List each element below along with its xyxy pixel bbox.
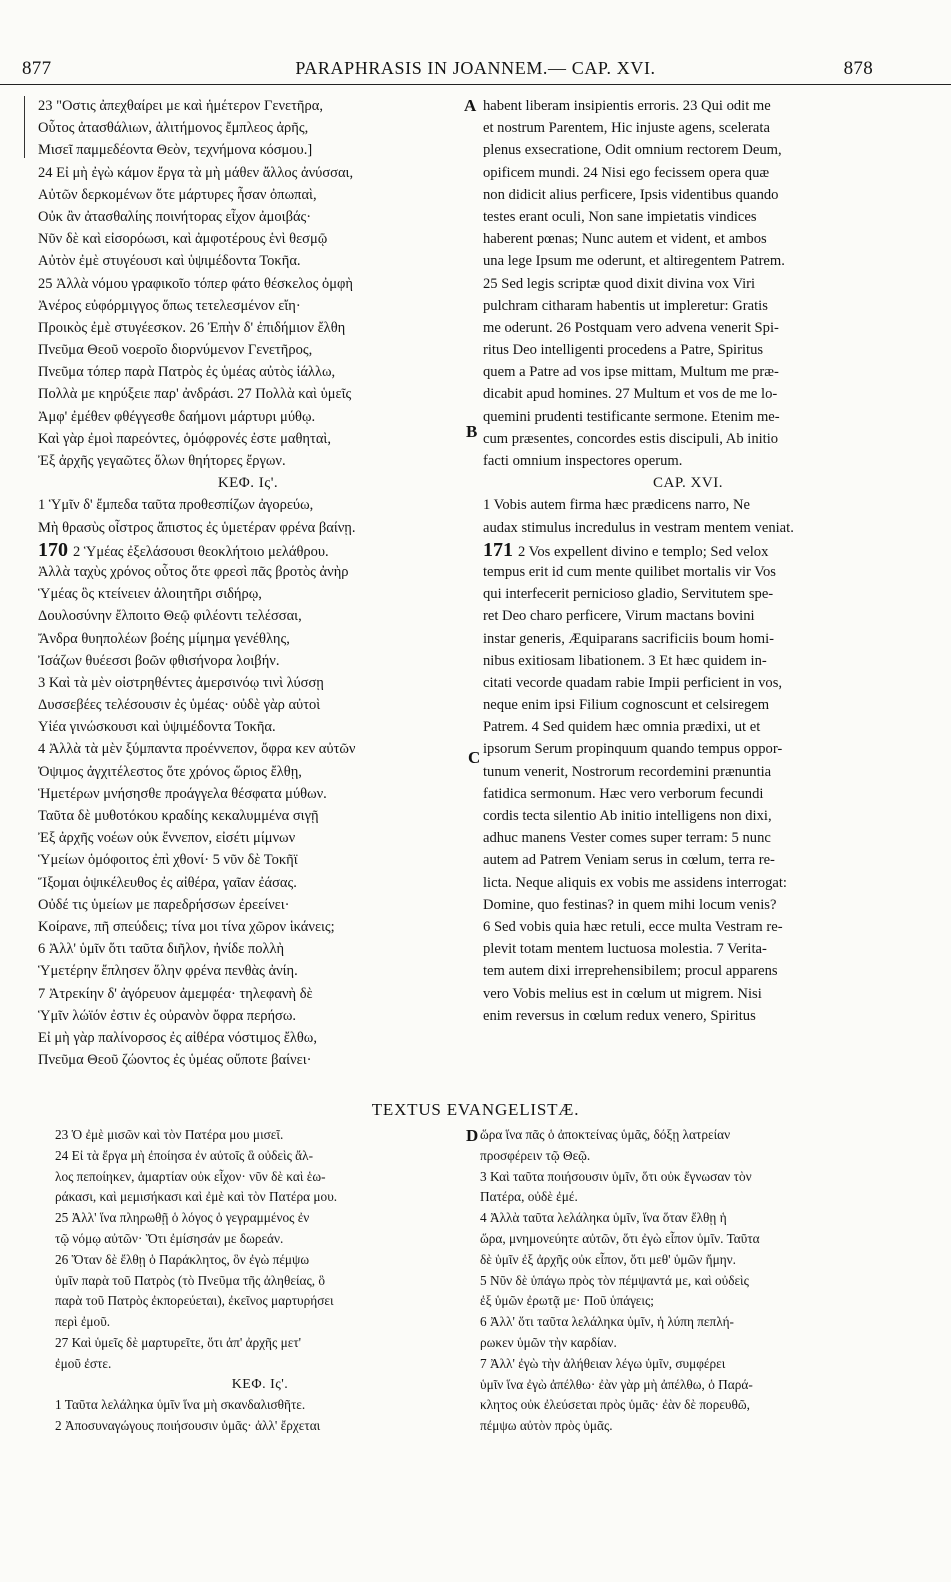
page-number-right: 878 [843,58,873,79]
text-line: 1 Vobis autem firma hæc prædicens narro, Ne [483,497,750,514]
text-line: Μισεῖ παμμεδέοντα Θεὸν, τεχνήμονα κόσμου.] [38,142,313,159]
text-line: dicabit apud homines. 27 Multum et vos de me lo- [483,386,778,403]
text-line [483,539,893,561]
latin-translation-column [483,95,893,1027]
text-line: Ἐξ ἀρχῆς νοέων οὐκ ἔννεπον, εἰσέτι μίμνων [38,830,296,847]
text-line: 3 Καὶ ταῦτα ποιήσουσιν ὑμῖν, ὅτι οὐκ ἔγνωσαν τὸν [480,1168,752,1184]
text-line: quemini prudenti testificante sermone. Etenim me- [483,408,780,425]
text-line: Ὑμῖν λώϊόν ἐστιν ἐς οὐρανὸν ὄφρα περήσω. [38,1007,297,1024]
text-line: Domine, quo festinas? in quem mihi locum venis? [483,896,777,913]
text-line: Ἀλλὰ ταχὺς χρόνος οὗτος ὅτε φρεσὶ πᾶς βροτὸς ἀνὴρ [38,563,349,580]
chapter-heading: CAP. XVI. [653,475,723,492]
text-line: Ταῦτα δὲ μυθοτόκου κραδίης κεκαλυμμένα σιγῇ [38,808,319,824]
text-line: Οὗτος ἀτασθάλιων, ἀλιτήμονος ἔμπλεος ἀρῆς, [38,120,309,137]
text-line: tunum venerit, Nostrorum recordemini prænuntia [483,763,772,780]
text-line: Οὐδέ τις ὑμείων με παρεδρήσσων ἐρεείνει· [38,896,290,913]
text-line: tempus erit id cum mente quilibet mortalis vir Vos [483,563,776,580]
text-line: 25 Ἀλλ' ἵνα πληρωθῇ ὁ λόγος ὁ γεγραμμένος ἐν [55,1210,310,1226]
text-line: Δυσσεβέες τελέσουσιν ἐς ὑμέας· οὐδὲ γὰρ αὐτοὶ [38,697,321,714]
text-line: προσφέρειν τῷ Θεῷ. [480,1147,591,1163]
text-line: Καὶ γὰρ ἐμοὶ παρεόντες, ὁμόφρονές ἐστε μαθηταὶ, [38,430,331,447]
text-line: 23 Ὁ ἐμὲ μισῶν καὶ τὸν Πατέρα μου μισεῖ. [55,1127,284,1142]
text-line: 25 Sed legis scriptæ quod dixit divina vox Viri [483,275,756,292]
margin-bracket [24,96,35,158]
text-line: 4 Ἀλλὰ ταῦτα λελάληκα ὑμῖν, ἵνα ὅταν ἔλθῃ ἡ [480,1210,727,1226]
margin-marker-d: D [466,1126,479,1145]
text-line: adhuc manens Vester comes super terram: 5 nunc [483,830,771,847]
text-line: non didicit alius perficere, Ipsis videntibus quando [483,186,779,203]
text-line: Patrem. 4 Sed quidem hæc omnia prædixi, ut et [483,719,761,736]
text-line: 25 Ἀλλὰ νόμου γραφικοῖο τόπερ φάτο θέσκελος ὀμφὴ [38,275,353,292]
text-line: ὥρα, μνημονεύητε αὐτῶν, ὅτι ἐγὼ εἶπον ὑμῖν. Ταῦτα [480,1230,760,1246]
text-line: Πνεῦμα Θεοῦ ζώοντος ἐς ὑμέας οὔποτε βαίνει· [38,1052,312,1069]
text-line: Προικὸς ἐμὲ στυγέεσκον. 26 Ἐπὴν δ' ἐπιδήμιον ἔλθη [38,319,346,336]
text-line: nibus exitiosam libationem. 3 Et hæc quidem in- [483,652,767,669]
text-line: Οὐκ ἂν ἀτασθαλίης ποινήτορας εἶχον ἀμοιβάς· [38,208,312,225]
text-line: facti omnium inspectores operum. [483,453,683,469]
text-line: 7 Ἀλλ' ἐγὼ τὴν ἀλήθειαν λέγω ὑμῖν, συμφέρει [480,1355,726,1371]
text-line: citati vecorde quadam rabie Impii perficient in vos, [483,674,783,691]
chapter-heading: ΚΕΦ. Ις'. [231,1376,289,1392]
text-line: Αὐτὸν ἐμὲ στυγέουσι καὶ ὑψιμέδοντα Τοκῆα. [38,253,301,270]
text-line: 1 Ταῦτα λελάληκα ὑμῖν ἵνα μὴ σκανδαλισθῆτε. [55,1397,306,1413]
text-line: me oderunt. 26 Postquam vero advena venerit Spi- [483,319,779,336]
text-line: 1 Ὑμῖν δ' ἔμπεδα ταῦτα προθεσπίζων ἀγορεύω, [38,497,314,514]
text-line: opificem mundi. 24 Nisi ego fecissem opera quæ [483,164,770,181]
text-line: ὥρα ἵνα πᾶς ὁ ἀποκτείνας ὑμᾶς, δόξῃ λατρείαν [480,1127,731,1142]
text-line: Υἱέα γινώσκουσι καὶ ὑψιμέδοντα Τοκῆα. [38,719,276,736]
text-line: κλητος οὐκ ἐλεύσεται πρὸς ὑμᾶς· ἐὰν δὲ πορευθῶ, [480,1397,750,1413]
text-line: fatidica sermonum. Hæc vero verborum fecundi [483,785,764,802]
text-line: 7 Ἀτρεκίην δ' ἀγόρευον ἀμεμφέα· τηλεφανὴ δὲ [38,985,313,1002]
text-line: Νῦν δὲ καὶ εἰσορόωσι, καὶ ἀμφοτέρους ἑνὶ θεσμῷ [38,231,328,248]
text-line: Ἀμφ' ἐμέθεν φθέγγεσθε δαήμονι μάρτυρι μύθῳ. [38,408,316,425]
column-number: 170 [38,538,73,561]
text-line: Πνεῦμα τόπερ παρὰ Πατρὸς ἐς ὑμέας αὐτὸς ἰάλλω, [38,364,336,381]
text-line: cum præsentes, concordes estis discipuli, Ab initio [483,430,779,447]
text-line-rest: 2 Vos expellent divino e templo; Sed velox [518,543,769,560]
text-line: λος πεποίηκεν, ἁμαρτίαν οὐκ εἶχον· νῦν δὲ καὶ ἑω- [55,1168,326,1184]
text-line: ritus Deo intelligenti procedens a Patre, Spiritus [483,342,764,359]
text-line: haberent pœnas; Nunc autem et vident, et ambos [483,231,767,248]
text-line: Ὑμείων ὁμόφοιτος ἐπὶ χθονί· 5 νῦν δὲ Τοκῆϊ [38,852,298,869]
running-title: PARAPHRASIS IN JOANNEM.— CAP. XVI. [295,58,656,78]
text-line: Μὴ θρασὺς οἶστρος ἄπιστος ἐς ὑμετέραν φρένα βαίνῃ. [38,519,356,536]
text-line: tem autem dixi irreprehensibilem; procul apparens [483,963,778,980]
text-line: neque enim ipsi Filium cognoscunt et celsiregem [483,697,770,714]
text-line-rest: 2 Ὑμέας ἐξελάσουσι θεοκλήτοιο μελάθρου. [73,543,329,560]
text-line: 24 Εἰ τὰ ἔργα μὴ ἐποίησα ἐν αὐτοῖς ἃ οὐδεὶς ἄλ- [55,1147,314,1163]
text-line: Πατέρα, οὐδὲ ἐμέ. [480,1189,578,1205]
text-line: περὶ ἐμοῦ. [55,1314,111,1330]
text-line: ἐμοῦ ἐστε. [55,1355,112,1371]
page-number-left: 877 [22,58,52,79]
text-line: Πνεῦμα Θεοῦ νοεροῖο διορνύμενον Γενετῆρος, [38,342,313,359]
text-line: Ἐξ ἀρχῆς γεγαῶτες ὅλων θηήτορες ἔργων. [38,453,286,469]
text-line: 2 Ἀποσυναγώγους ποιήσουσιν ὑμᾶς· ἀλλ' ἔρχεται [55,1418,321,1434]
margin-marker-a: A [464,96,477,115]
text-line: vero Vobis melius est in cœlum ut migrem. Nisi [483,985,762,1002]
text-line: Ἰσάζων θυέεσσι βοῶν φθισήνορα λοιβήν. [38,652,280,669]
textus-right-column [480,1125,900,1437]
text-line: Εἰ μὴ γὰρ παλίνορσος ἐς αἰθέρα νόστιμος ἔλθω, [38,1029,317,1046]
text-line: 5 Νῦν δὲ ὑπάγω πρὸς τὸν πέμψαντά με, καὶ οὐδεὶς [480,1272,749,1288]
text-line: Ὀψιμος ἀγχιτέλεστος ὅτε χρόνος ὥριος ἔλθῃ, [38,763,302,780]
text-line: et nostrum Parentem, Hic injuste agens, scelerata [483,120,770,137]
text-line: Ὑμέας ὃς κτείνειεν ἀλοιητῆρι σιδήρῳ, [38,586,262,603]
text-line: enim reversus in cœlum redux venero, Spiritus [483,1007,756,1024]
text-line: plevit totam mentem luctuosa molestia. 7 Verita- [483,941,767,958]
text-line: habent liberam insipientis erroris. 23 Qui odit me [483,98,771,114]
text-line: ρωκεν ὑμῶν τὴν καρδίαν. [480,1334,617,1350]
text-line: ret Deo charo perficere, Virum mactans bovini [483,608,755,625]
text-line: Ἡμετέρων μνήσησθε προάγγελα θέσφατα μύθων. [38,785,327,802]
text-line: πέμψω αὐτὸν πρὸς ὑμᾶς. [480,1418,613,1434]
text-line: testes erant oculi, Non sane impietatis vindices [483,208,757,225]
chapter-heading: ΚΕΦ. Ις'. [217,475,279,492]
text-line: audax stimulus incredulus in vestram mentem veniat. [483,519,794,536]
text-line: pulchram citharam habentis ut impleretur: Gratis [483,297,768,314]
text-line: 23 "Οστις ἀπεχθαίρει με καὶ ἡμέτερον Γενετῆρα, [38,98,323,114]
greek-paraphrase-column [38,95,458,1071]
text-line: Πολλὰ με κηρύξειε παρ' ἀνδράσι. 27 Πολλὰ καὶ ὑμεῖς [38,386,352,403]
text-line: 6 Sed vobis quia hæc retuli, ecce multa Vestram re- [483,918,783,935]
margin-marker-c: C [468,748,481,767]
text-line: Κοίρανε, πῆ σπεύδεις; τίνα μοι τίνα χῶρον ἱκάνεις; [38,918,335,935]
text-line: 6 Ἀλλ' ὅτι ταῦτα λελάληκα ὑμῖν, ἡ λύπη πεπλή- [480,1314,734,1330]
text-line: Δουλοσύνην ἔλποιτο Θεῷ φιλέοντι τελέσσαι, [38,608,302,625]
text-line: τῷ νόμῳ αὐτῶν· Ὅτι ἐμίσησάν με δωρεάν. [55,1230,284,1246]
text-line: Ἵξομαι ὀψικέλευθος ἐς αἰθέρα, γαῖαν ἐάσας. [38,874,297,891]
text-line: ipsorum Serum propinquum quando tempus oppor- [483,741,783,758]
text-line: ὑμῖν ἵνα ἐγὼ ἀπέλθω· ἐὰν γὰρ μὴ ἀπέλθω, ὁ Παρά- [480,1376,753,1392]
margin-marker-b: B [466,422,478,441]
text-line: 3 Καὶ τὰ μὲν οἰστρηθέντες ἀμερσινόῳ τινὶ λύσσῃ [38,674,324,691]
text-line: Ὑμετέρην ἔπλησεν ὅλην φρένα πενθὰς ἀνίη. [38,963,298,980]
running-header [0,54,951,85]
text-line: qui interfecerit pernicioso gladio, Servitutem spe- [483,586,774,603]
textus-title: TEXTUS EVANGELISTÆ. [371,1100,580,1119]
text-line: licta. Neque aliquis ex vobis me assidens interrogat: [483,874,787,891]
text-line: Αὐτῶν δερκομένων ὅτε μάρτυρες ἦσαν ὀπωπαὶ, [38,186,317,203]
text-line: plenus exsecratione, Odit omnium rectorem Deum, [483,142,782,159]
text-line: quem a Patre ad vos ipse mittam, Multum me præ- [483,364,779,381]
text-line: 24 Εἰ μὴ ἐγὼ κάμον ἔργα τὰ μὴ μάθεν ἄλλος ἀνύσσαι, [38,164,354,181]
text-line: παρὰ τοῦ Πατρὸς ἐκπορεύεται), ἐκεῖνος μαρτυρήσει [55,1293,334,1309]
text-line: ἐξ ὑμῶν ἐρωτᾷ με· Ποῦ ὑπάγεις; [480,1293,654,1309]
text-line: 27 Καὶ ὑμεῖς δὲ μαρτυρεῖτε, ὅτι ἀπ' ἀρχῆς μετ' [55,1334,302,1350]
text-line: 4 Ἀλλὰ τὰ μὲν ξύμπαντα προέννεπον, ὄφρα κεν αὐτῶν [38,741,356,758]
text-line: autem ad Patrem Veniam serus in cœlum, terra re- [483,852,775,869]
textus-left-column [55,1125,465,1437]
text-line: ράκασι, καὶ μεμισήκασι καὶ ἐμὲ καὶ τὸν Πατέρα μου. [55,1189,338,1205]
text-line: δὲ ὑμῖν ἐξ ἀρχῆς οὐκ εἶπον, ὅτι μεθ' ὑμῶν ἤμην. [480,1251,736,1267]
text-line: Ἄνδρα θυηπολέων βοέης μίμημα γενέθλης, [38,630,290,647]
column-number: 171 [483,538,518,561]
text-line [38,539,458,561]
text-line: ὑμῖν παρὰ τοῦ Πατρὸς (τὸ Πνεῦμα τῆς ἀληθείας, ὃ [55,1272,326,1288]
text-line: instar generis, Æquiparans sacrificiis boum homi- [483,630,774,647]
text-line: una lege Ipsum me oderunt, et altiregentem Patrem. [483,253,785,270]
text-line: cordis tecta silentio Ab initio intelligens non dixi, [483,808,772,824]
text-line: 26 Ὅταν δὲ ἔλθῃ ὁ Παράκλητος, ὃν ἐγὼ πέμψω [55,1251,310,1267]
text-line: Ἀνέρος εὐφόρμιγγος ὅπως τετελεσμένον εἴη· [38,297,301,314]
text-line: 6 Ἀλλ' ὑμῖν ὅτι ταῦτα διῆλον, ἠνίδε πολλὴ [38,941,285,958]
